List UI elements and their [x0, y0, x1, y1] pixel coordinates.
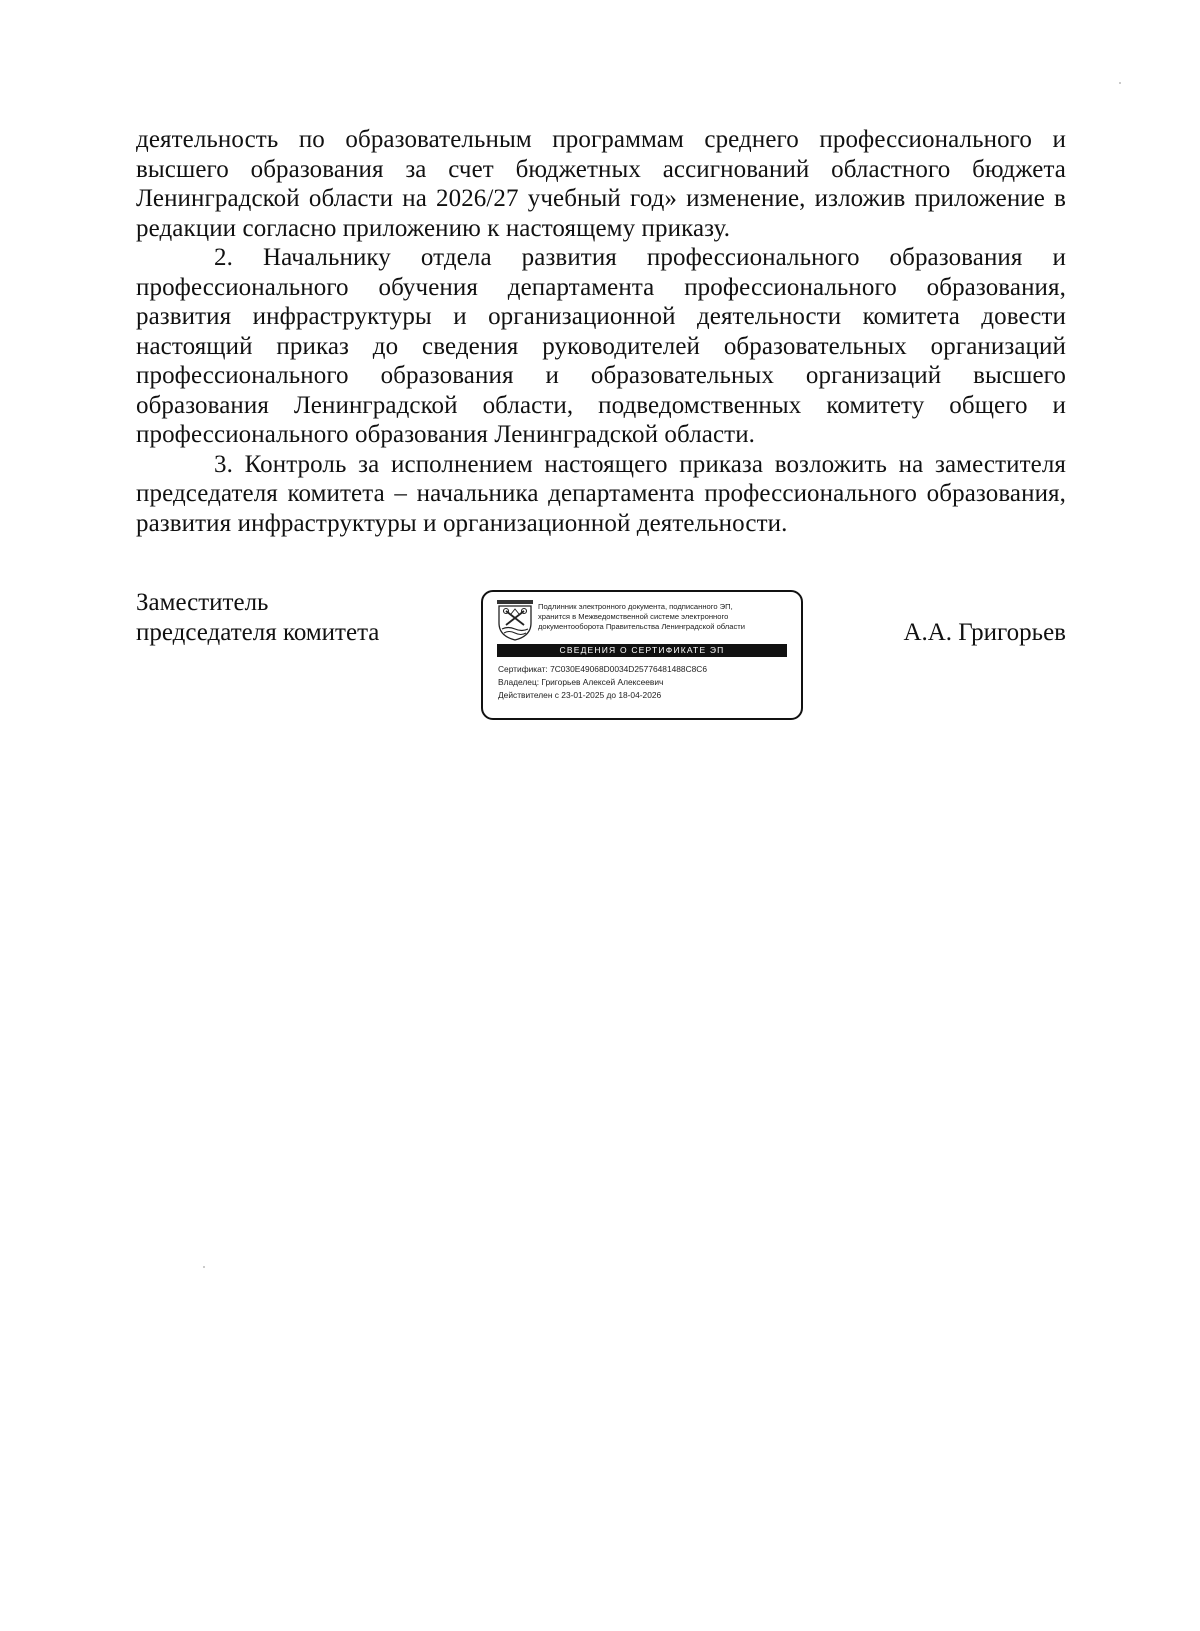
signatory-position-line-2: председателя комитета [136, 619, 380, 646]
paragraph-2: 2. Начальнику отдела развития профессионального образования и профессионального обучения департамента профессионального образования, развития инфраструктуры и организационной деятельности комитета довести настоящий приказ до сведения руководителей образовательных организаций профессионального образования и образовательных организаций высшего образования Ленинградской области, подведомственных комитету общего и профессионального образования Ленинградской области. [136, 244, 1066, 448]
stamp-notice-line-2: хранится в Межведомственной системе электронного [538, 612, 729, 621]
stamp-validity: Действителен с 23-01-2025 до 18-04-2026 [498, 690, 662, 700]
stamp-notice-line-1: Подлинник электронного документа, подписанного ЭП, [538, 602, 733, 611]
document-body [136, 125, 1066, 538]
paragraph-1: деятельность по образовательным программам среднего профессионального и высшего образования за счет бюджетных ассигнований областного бюджета Ленинградской области на 2026/27 учебный год» изменение, изложив приложение в редакции согласно приложению к настоящему приказу. [136, 126, 1066, 242]
scan-speck [1119, 82, 1121, 84]
stamp-notice [538, 602, 798, 632]
signatory-name: А.А. Григорьев [903, 619, 1066, 646]
stamp-owner: Владелец: Григорьев Алексей Алексеевич [498, 677, 664, 687]
stamp-certificate-number: Сертификат: 7C030E49068D0034D25776481488C8C6 [498, 664, 708, 674]
signatory-position-line-1: Заместитель [136, 589, 269, 616]
scan-speck [203, 1266, 205, 1268]
paragraph-3: 3. Контроль за исполнением настоящего приказа возложить на заместителя председателя комитета – начальника департамента профессионального образования, развития инфраструктуры и организационной деятельности. [136, 450, 1066, 537]
electronic-signature-stamp [481, 590, 803, 720]
stamp-header-bar: СВЕДЕНИЯ О СЕРТИФИКАТЕ ЭП [497, 644, 787, 657]
coat-of-arms-icon [496, 599, 534, 641]
signatory-position [136, 588, 379, 648]
stamp-certificate-details [498, 663, 707, 702]
stamp-notice-line-3: документооборота Правительства Ленинградской области [538, 622, 745, 631]
